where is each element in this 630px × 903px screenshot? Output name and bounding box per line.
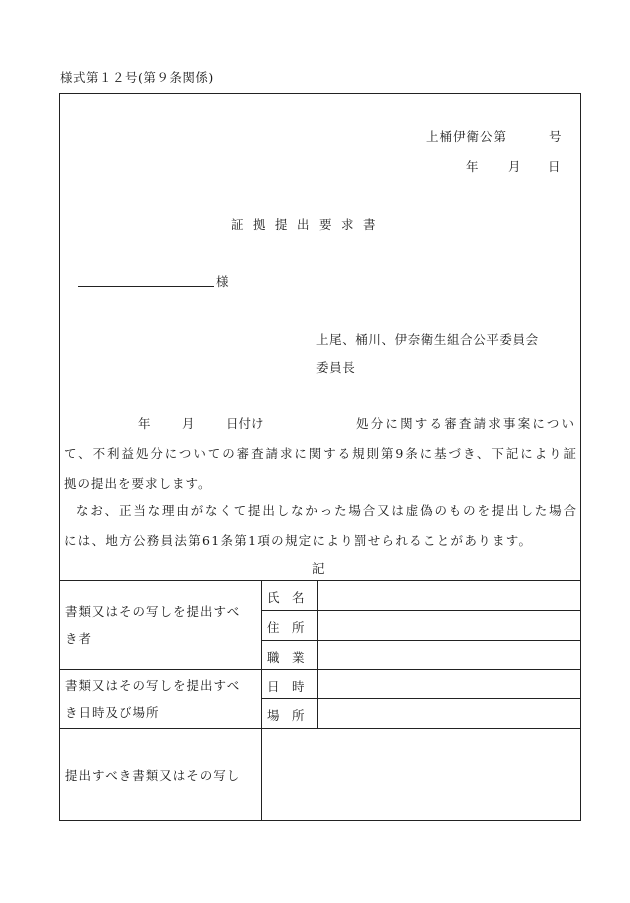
paragraph-notice (64, 496, 576, 556)
p1-dated: 日付け (226, 416, 264, 431)
reference-suffix: 号 (549, 129, 562, 144)
row2-sub-place: 場 所 (267, 708, 305, 723)
ki-label: 記 (312, 561, 325, 576)
row1-sub-address: 住 所 (267, 620, 305, 635)
label-column-divider (261, 580, 262, 821)
occupation-field[interactable] (319, 642, 579, 668)
subrow-divider-1a (261, 610, 581, 611)
address-field[interactable] (319, 612, 579, 639)
paragraph-request (64, 409, 576, 499)
datetime-field[interactable] (319, 671, 579, 697)
date-year: 年 (466, 159, 479, 174)
p1-line1-tail: 処分に関する審査請求事案につい (356, 416, 577, 431)
subrow-divider-1b (261, 640, 581, 641)
row1-sub-name: 氏 名 (267, 590, 305, 605)
p1-line2: て、不利益処分についての審査請求に関する規則第9条に基づき、下記により証 (64, 446, 576, 461)
date-day: 日 (548, 159, 561, 174)
table-top-border (59, 580, 581, 581)
subrow-divider-2a (261, 698, 581, 699)
row1-label: 書類又はその写しを提出すべ き者 (65, 604, 241, 646)
p1-line3: 拠の提出を要求します。 (64, 476, 212, 491)
p2-line1: なお、正当な理由がなくて提出しなかった場合又は虚偽のものを提出した場合 (76, 503, 576, 518)
name-field[interactable] (319, 582, 579, 609)
row-divider-1 (59, 669, 581, 670)
p1-year: 年 (138, 416, 151, 431)
addressee-suffix: 様 (216, 274, 229, 289)
date-month: 月 (508, 159, 521, 174)
row-divider-2 (59, 728, 581, 729)
row3-label: 提出すべき書類又はその写し (65, 768, 241, 783)
subhead-column-divider (317, 580, 318, 728)
documents-field[interactable] (264, 731, 578, 817)
document-title: 証拠提出要求書 (231, 217, 386, 232)
row2-label: 書類又はその写しを提出すべ き日時及び場所 (65, 678, 241, 720)
form-number: 様式第１２号(第９条関係) (60, 70, 214, 85)
place-field[interactable] (319, 700, 579, 727)
row2-sub-datetime: 日 時 (267, 679, 305, 694)
addressee-line[interactable] (78, 286, 214, 287)
details-table (59, 580, 581, 821)
row1-sub-occupation: 職 業 (267, 650, 305, 665)
p1-month: 月 (182, 416, 195, 431)
sender-organization: 上尾、桶川、伊奈衛生組合公平委員会 (316, 332, 539, 347)
sender-position: 委員長 (316, 360, 356, 375)
p2-line2: には、地方公務員法第61条第1項の規定により罰せられることがあります。 (64, 533, 533, 548)
reference-prefix: 上桶伊衛公第 (426, 129, 508, 144)
